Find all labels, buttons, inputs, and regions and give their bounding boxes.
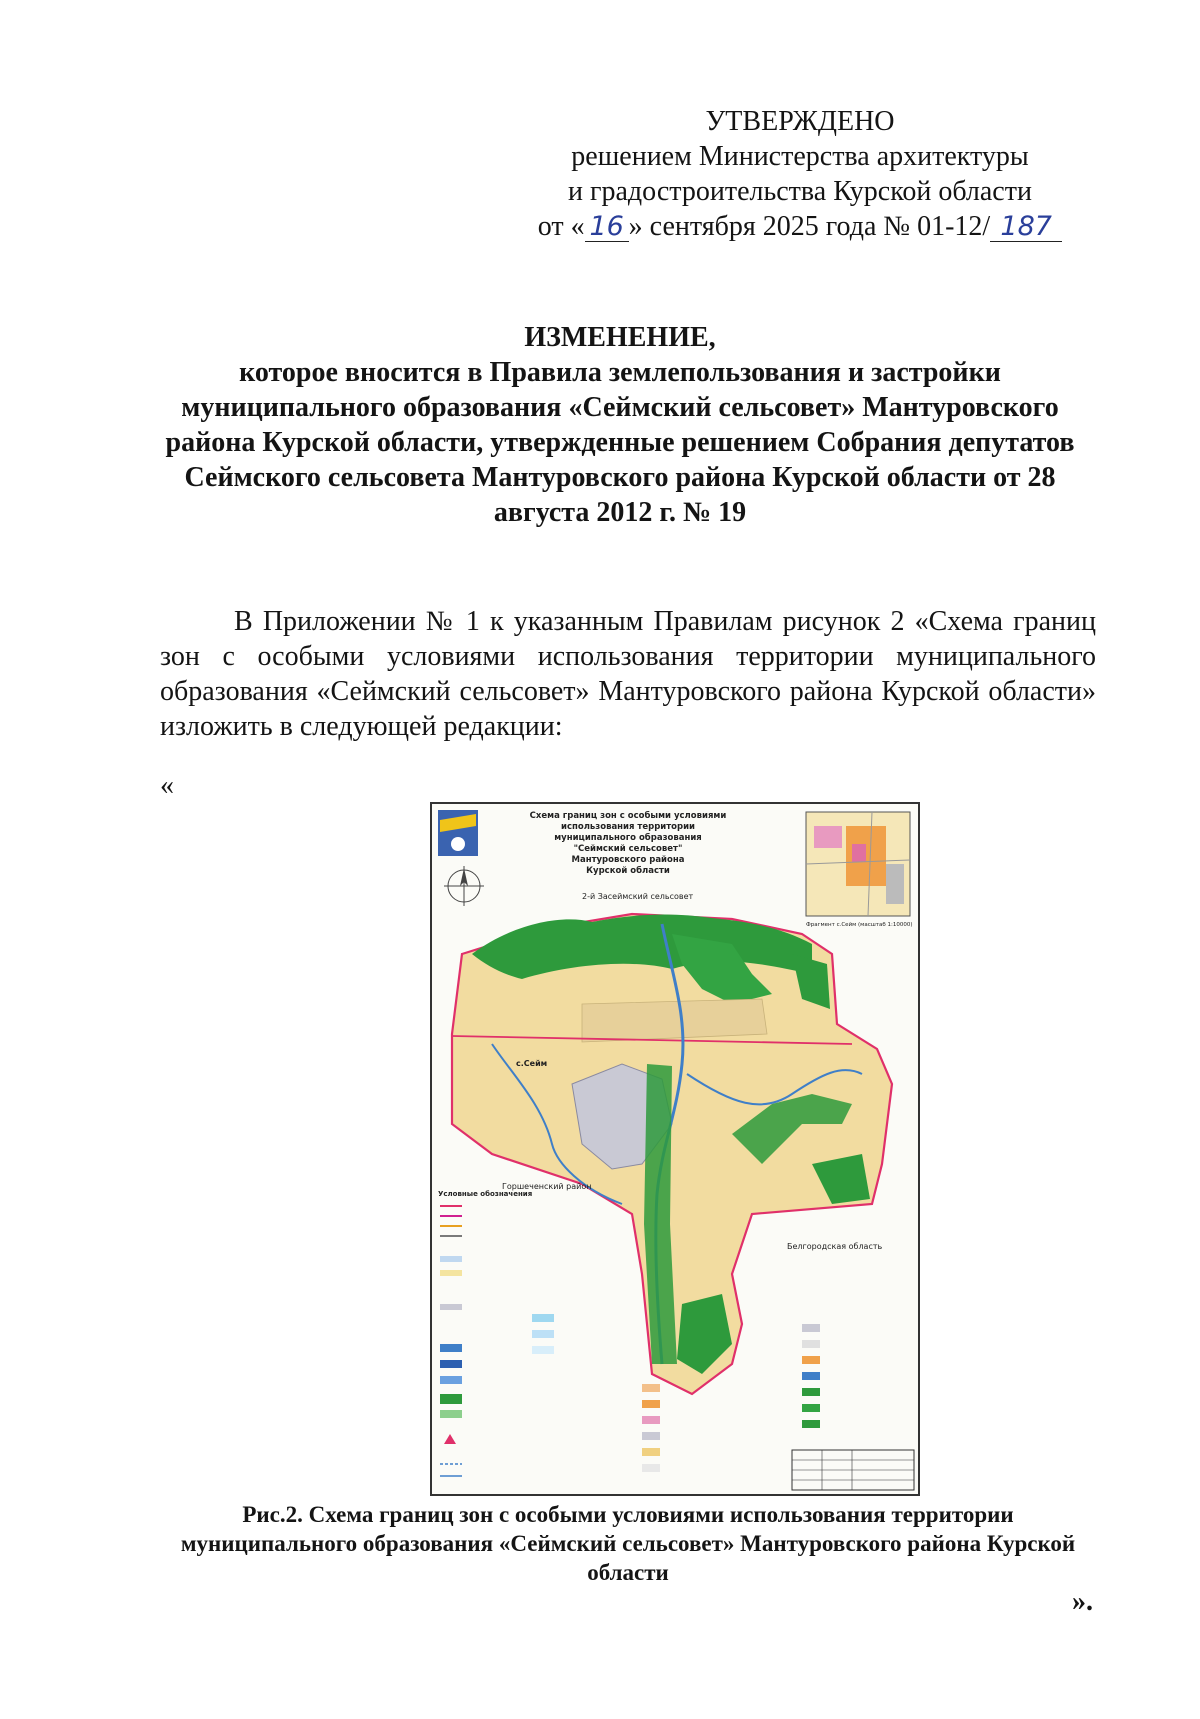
legend-heading: Условные обозначения (438, 1190, 533, 1198)
handwritten-number: 187 (990, 213, 1062, 242)
approval-line-ministry: решением Министерства архитектуры (571, 141, 1029, 172)
map-title-line2: использования территории (560, 822, 696, 832)
closing-quote: ». (1072, 1586, 1093, 1617)
map-title-line3: муниципального образования (554, 833, 702, 843)
handwritten-day: 16 (585, 213, 629, 242)
map-title-line5: Мантуровского района (571, 855, 685, 865)
west-region-label: Горшеченский район (502, 1182, 592, 1191)
map-title (530, 810, 727, 876)
legend-left (440, 1206, 462, 1476)
legend-right (802, 1324, 820, 1428)
date-prefix: от « (537, 211, 585, 242)
legend-middle (532, 1314, 660, 1472)
approval-line-region: и градостроительства Курской области (568, 176, 1032, 207)
inset-caption: Фрагмент с.Сейм (масштаб 1:10000) (806, 922, 913, 928)
map-title-line1: Схема границ зон с особыми условиями (529, 811, 727, 821)
drawing-title-block (792, 1450, 914, 1490)
inset-fragment-map (806, 812, 912, 928)
approval-heading: УТВЕРЖДЕНО (705, 106, 895, 137)
village-label: с.Сейм (516, 1059, 548, 1068)
map-title-line4: "Сеймский сельсовет" (573, 844, 683, 854)
zone-map-svg (432, 804, 918, 1494)
figure-caption: Рис.2. Схема границ зон с особыми условиями использования территории муниципального образования «Сеймский сельсовет» Мантуровского района Курской области (180, 1502, 1076, 1585)
approval-block (500, 104, 1100, 244)
east-region-label: Белгородская область (787, 1242, 883, 1251)
zone-map-figure (430, 802, 920, 1496)
north-region-label: 2-й Засеймский сельсовет (582, 892, 694, 901)
document-title (140, 320, 1100, 530)
body-paragraph: В Приложении № 1 к указанным Правилам рисунок 2 «Схема границ зон с особыми условиями использования территории муниципального образования «Сеймский сельсовет» Мантуровского района Курской области» изложить в следующей редакции: (160, 606, 1096, 742)
title-subtitle: которое вносится в Правила землепользования и застройки муниципального образования «Сеймский сельсовет» Мантуровского района Курской области, утвержденные решением Собрания депутатов Сеймского сельсовета Мантуровского района Курской области от 28 августа 2012 г. № 19 (165, 357, 1075, 528)
coat-of-arms-emblem (451, 837, 465, 851)
approval-date-line (500, 209, 1100, 244)
map-title-line6: Курской области (586, 866, 670, 876)
compass-rose-icon (444, 866, 484, 906)
date-middle: » сентября 2025 года № 01-12/ (628, 211, 991, 242)
settlement-core (582, 999, 767, 1042)
title-heading: ИЗМЕНЕНИЕ, (524, 322, 716, 353)
opening-quote: « (160, 770, 174, 801)
